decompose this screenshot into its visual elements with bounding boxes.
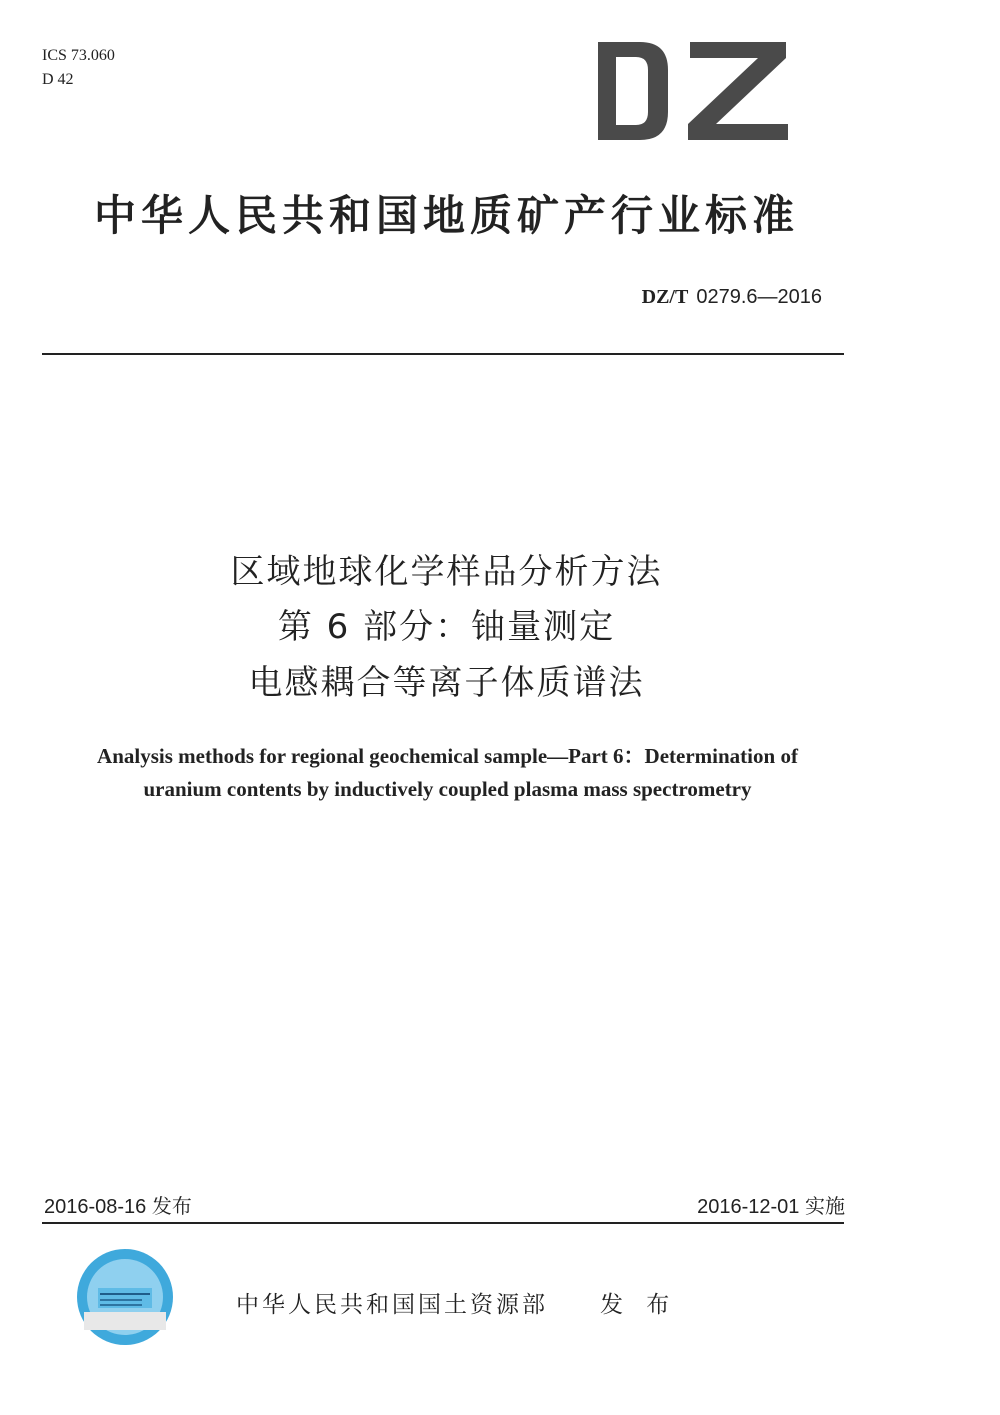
issuer: 中华人民共和国国土资源部 bbox=[236, 1292, 548, 1318]
cn-title-line3: 电感耦合等离子体质谱法 bbox=[248, 663, 645, 703]
classification-block bbox=[42, 44, 115, 92]
class-code: D 42 bbox=[42, 71, 74, 88]
cn-title-line2: 第 6 部分：铀量测定 bbox=[277, 607, 616, 647]
standard-code-number: 0279.6—2016 bbox=[696, 286, 822, 308]
implement-date: 2016-12-01 实施 bbox=[697, 1196, 845, 1218]
bottom-divider bbox=[42, 1222, 844, 1224]
publish-date: 2016-08-16 发布 bbox=[44, 1196, 192, 1218]
standard-code bbox=[642, 286, 822, 309]
dz-logo bbox=[598, 42, 788, 140]
anti-counterfeit-sticker-icon bbox=[76, 1248, 174, 1346]
standard-category: 中华人民共和国地质矿产行业标准 bbox=[93, 191, 799, 240]
english-title bbox=[50, 740, 845, 806]
issued-label: 发 布 bbox=[600, 1292, 678, 1318]
standard-code-prefix: DZ/T bbox=[641, 286, 689, 308]
ics-code: ICS 73.060 bbox=[42, 47, 115, 64]
top-divider bbox=[42, 353, 844, 355]
en-title-line1: Analysis methods for regional geochemical sample—Part 6：Determination of bbox=[97, 744, 798, 768]
cn-title-line1: 区域地球化学样品分析方法 bbox=[230, 552, 663, 592]
en-title-line2: uranium contents by inductively coupled plasma mass spectrometry bbox=[143, 777, 752, 801]
